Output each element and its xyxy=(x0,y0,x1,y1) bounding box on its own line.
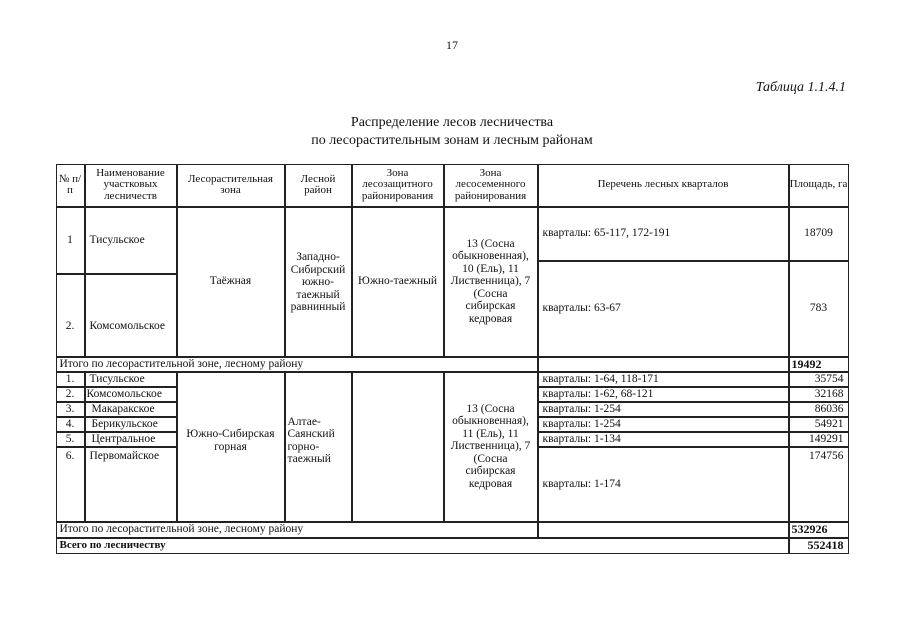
g2-row5-num: 5. xyxy=(56,432,85,447)
g2-row1-name: Тисульское xyxy=(85,372,177,387)
g1-row2-num: 2. xyxy=(56,274,85,357)
g2-row5-area: 149291 xyxy=(789,432,849,447)
grand-total-label: Всего по лесничеству xyxy=(56,538,789,554)
g1-row1-name: Тисульское xyxy=(85,207,177,274)
g2-row5-name: Центральное xyxy=(85,432,177,447)
g2-seed-zone: 13 (Сосна обыкновенная), 11 (Ель), 11 Лиственница), 7 (Сосна сибирская кедровая xyxy=(444,372,538,522)
g1-subtotal-label: Итого по лесорастительной зоне, лесному району xyxy=(56,357,538,372)
g2-subtotal-empty xyxy=(538,522,789,538)
g1-protect-zone: Южно-таежный xyxy=(352,207,444,357)
header-protect-zone: Зона лесозащитного районирования xyxy=(352,164,444,207)
g2-row4-area: 54921 xyxy=(789,417,849,432)
g2-row5-quarters: кварталы: 1-134 xyxy=(538,432,789,447)
g1-row2-name: Комсомольское xyxy=(85,274,177,357)
header-zone: Лесорастительная зона xyxy=(177,164,285,207)
header-seed-zone: Зона лесосеменного районирования xyxy=(444,164,538,207)
g2-zone: Южно-Сибирская горная xyxy=(177,372,285,522)
g2-row6-name: Первомайское xyxy=(85,447,177,522)
g1-row1-area: 18709 xyxy=(789,207,849,261)
g2-row4-num: 4. xyxy=(56,417,85,432)
g2-row2-quarters: кварталы: 1-62, 68-121 xyxy=(538,387,789,402)
g2-row1-num: 1. xyxy=(56,372,85,387)
g2-row1-quarters: кварталы: 1-64, 118-171 xyxy=(538,372,789,387)
g2-district: Алтае-Саянский горно-таежный xyxy=(285,372,352,522)
g2-row2-name: Комсомольское xyxy=(85,387,177,402)
g1-row1-num: 1 xyxy=(56,207,85,274)
g2-row4-quarters: кварталы: 1-254 xyxy=(538,417,789,432)
header-name: Наименование участковых лесничеств xyxy=(85,164,177,207)
g2-row4-name: Берикульское xyxy=(85,417,177,432)
header-area: Площадь, га xyxy=(789,164,849,207)
g2-row6-area: 174756 xyxy=(789,447,849,522)
title-line-1: Распределение лесов лесничества xyxy=(350,115,554,130)
g2-subtotal-label: Итого по лесорастительной зоне, лесному району xyxy=(56,522,538,538)
g1-zone: Таёжная xyxy=(177,207,285,357)
g2-row6-quarters: кварталы: 1-174 xyxy=(538,447,789,522)
g2-row3-quarters: кварталы: 1-254 xyxy=(538,402,789,417)
g2-row1-area: 35754 xyxy=(789,372,849,387)
page-number: 17 xyxy=(446,38,458,52)
g1-subtotal-empty xyxy=(538,357,789,372)
g2-row3-num: 3. xyxy=(56,402,85,417)
g1-row2-area: 783 xyxy=(789,261,849,357)
g2-row3-area: 86036 xyxy=(789,402,849,417)
header-num: № п/п xyxy=(56,164,85,207)
g1-row2-quarters: кварталы: 63-67 xyxy=(538,261,789,357)
g1-seed-zone: 13 (Сосна обыкновенная), 10 (Ель), 11 Лиственница), 7 (Сосна сибирская кедровая xyxy=(444,207,538,357)
table-label: Таблица 1.1.4.1 xyxy=(755,80,846,95)
header-district: Лесной район xyxy=(285,164,352,207)
title-line-2: по лесорастительным зонам и лесным районам xyxy=(311,133,593,148)
g1-subtotal-value: 19492 xyxy=(789,357,849,372)
header-quarters: Перечень лесных кварталов xyxy=(538,164,789,207)
g2-row6-num: 6. xyxy=(56,447,85,522)
g1-row1-quarters: кварталы: 65-117, 172-191 xyxy=(538,207,789,261)
g2-row2-num: 2. xyxy=(56,387,85,402)
g2-row2-area: 32168 xyxy=(789,387,849,402)
g2-row3-name: Макаракское xyxy=(85,402,177,417)
g1-district: Западно-Сибирский южно-таежный равнинный xyxy=(285,207,352,357)
g2-subtotal-value: 532926 xyxy=(789,522,849,538)
g2-protect-zone-empty xyxy=(352,372,444,522)
grand-total-value: 552418 xyxy=(789,538,849,554)
